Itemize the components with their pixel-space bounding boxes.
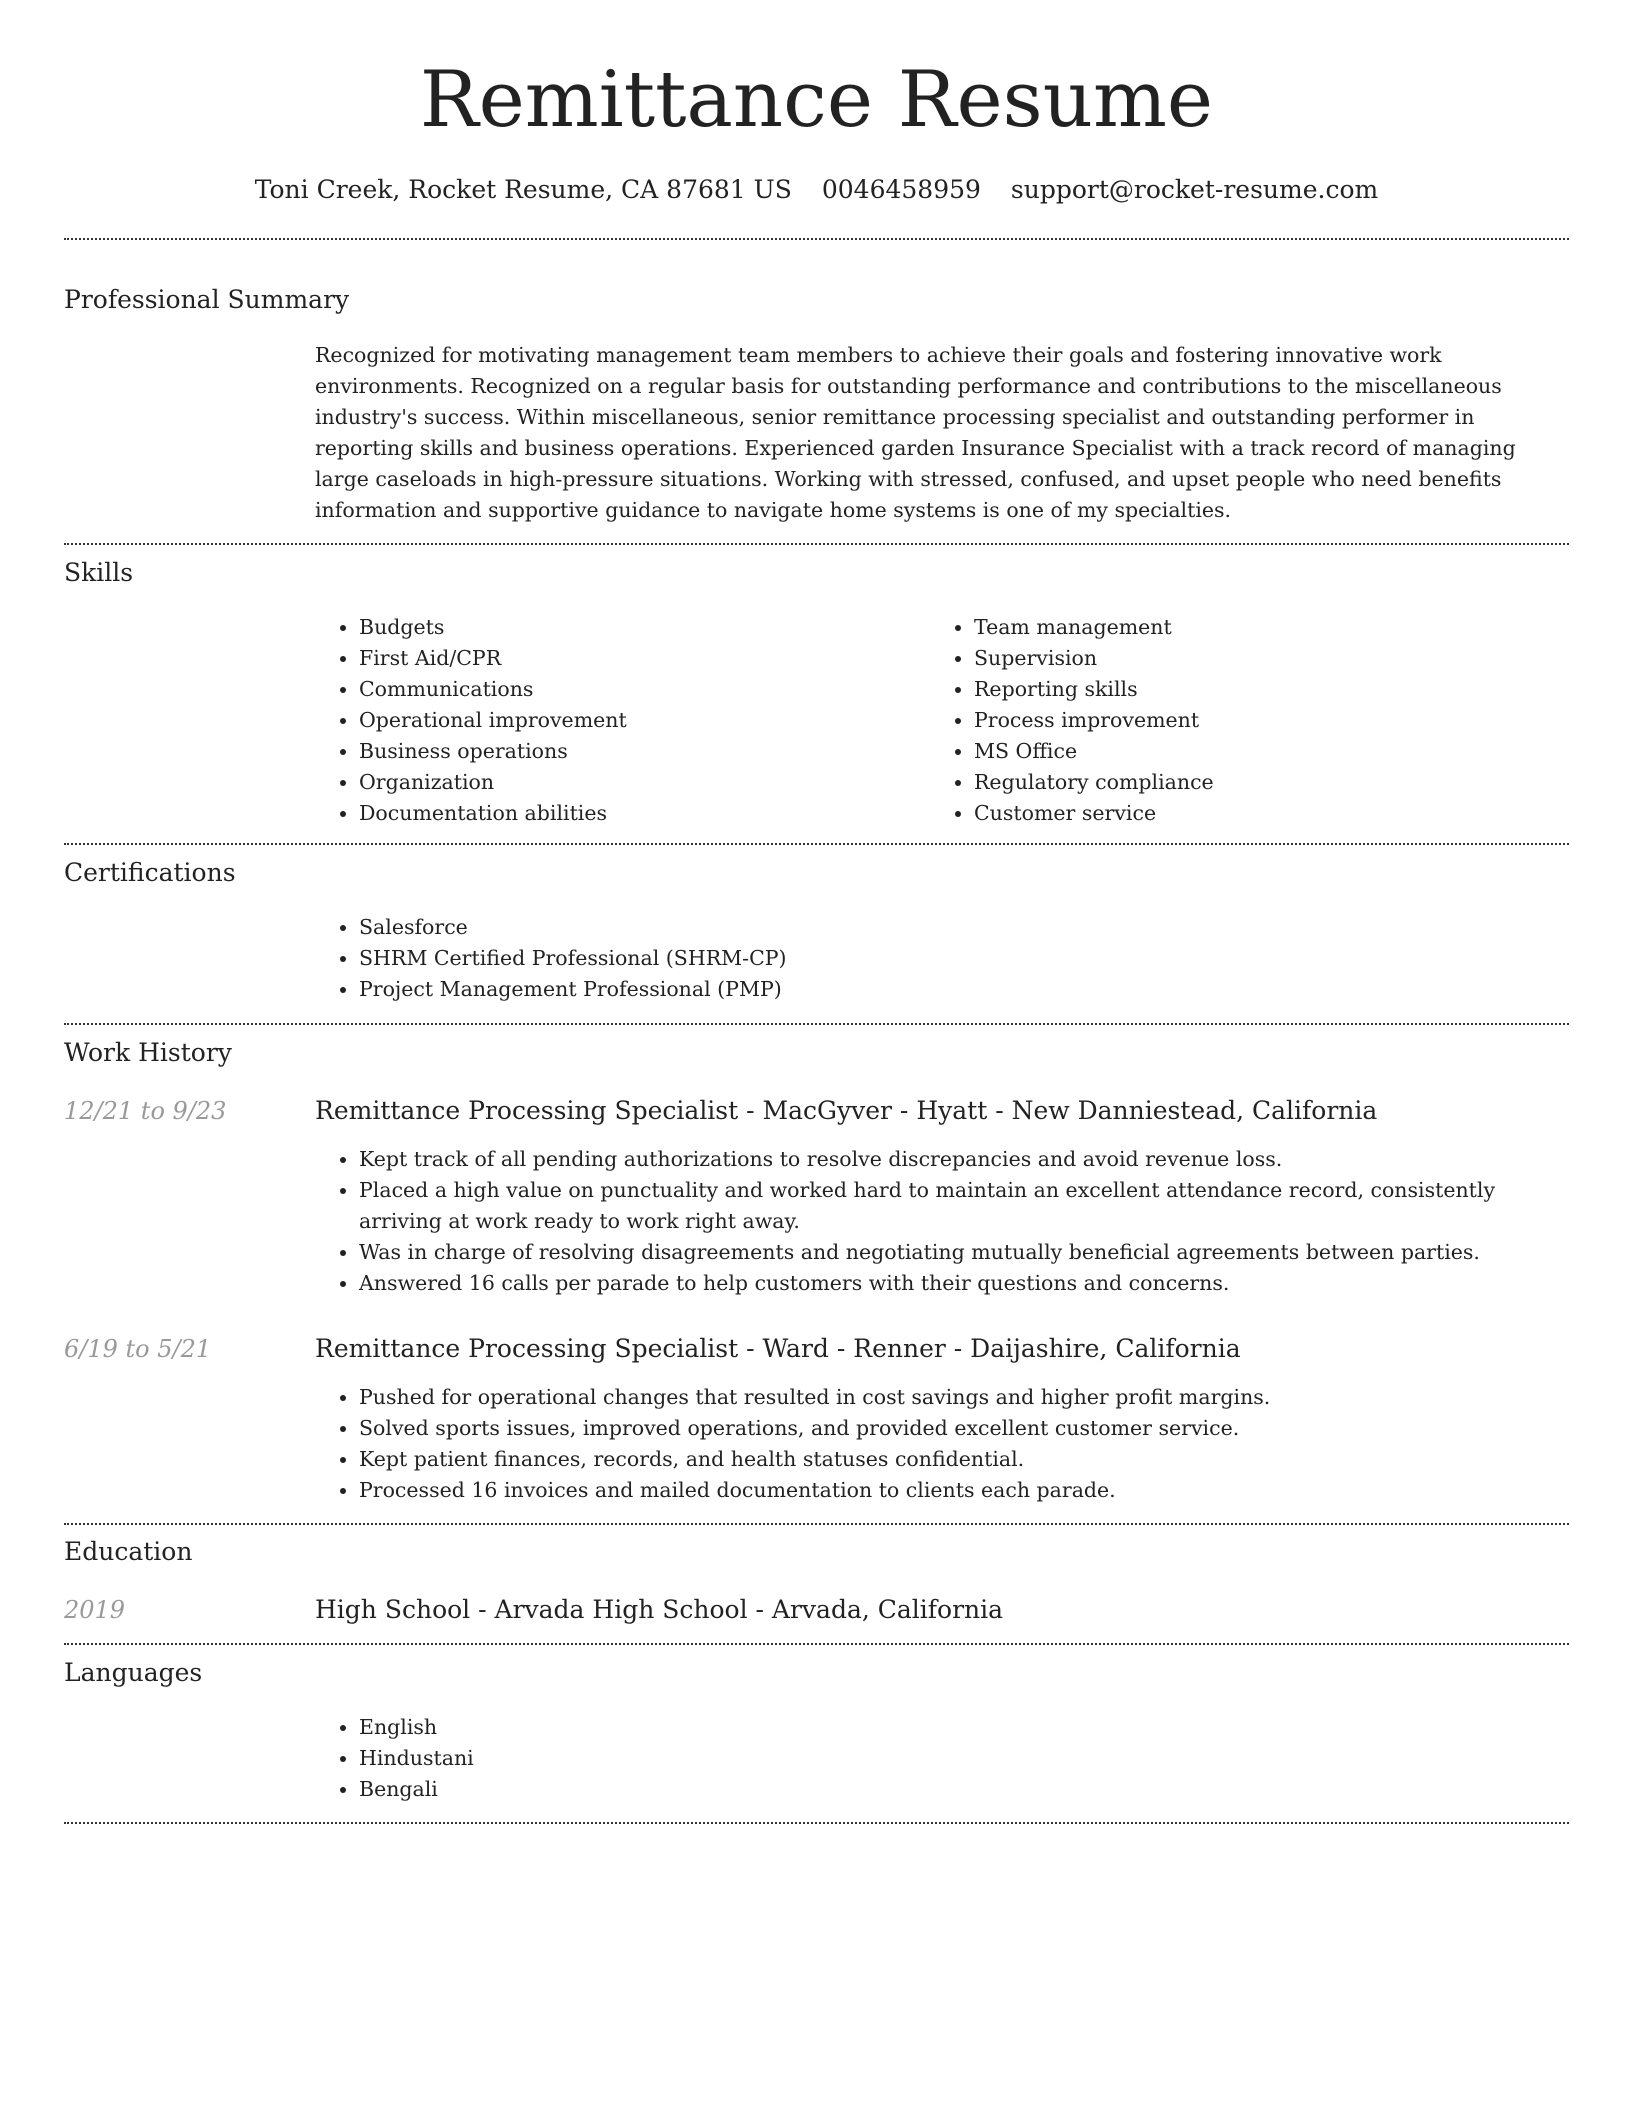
job-title: Remittance Processing Specialist - MacGyver - Hyatt - New Danniestead, California bbox=[315, 1096, 1378, 1125]
skill-item: • Customer service bbox=[974, 798, 1534, 829]
certification-item: • SHRM Certified Professional (SHRM-CP) bbox=[359, 943, 1559, 974]
job-dates: 12/21 to 9/23 bbox=[64, 1097, 227, 1125]
divider bbox=[64, 1643, 1569, 1645]
certifications-heading: Certifications bbox=[64, 858, 236, 887]
skill-item: • MS Office bbox=[974, 736, 1534, 767]
education-date: 2019 bbox=[64, 1596, 126, 1624]
contact-line bbox=[64, 170, 1569, 210]
skill-item: • First Aid/CPR bbox=[359, 643, 919, 674]
summary-heading: Professional Summary bbox=[64, 285, 350, 314]
skill-item: • Budgets bbox=[359, 612, 919, 643]
skill-item: • Organization bbox=[359, 767, 919, 798]
job-dates: 6/19 to 5/21 bbox=[64, 1335, 212, 1363]
certification-item: • Project Management Professional (PMP) bbox=[359, 974, 1559, 1005]
job-bullet: • Placed a high value on punctuality and worked hard to maintain an excellent attendance record, consistently arriving at work ready to work right away. bbox=[359, 1175, 1569, 1237]
language-item: • Hindustani bbox=[359, 1743, 1359, 1774]
job-bullet: • Solved sports issues, improved operations, and provided excellent customer service. bbox=[359, 1413, 1569, 1444]
skill-item: • Operational improvement bbox=[359, 705, 919, 736]
skill-item: • Documentation abilities bbox=[359, 798, 919, 829]
contact-email: support@rocket-resume.com bbox=[1010, 175, 1379, 204]
skill-item: • Business operations bbox=[359, 736, 919, 767]
skill-item: • Communications bbox=[359, 674, 919, 705]
contact-phone: 0046458959 bbox=[821, 175, 981, 204]
education-entry: High School - Arvada High School - Arvada, California bbox=[315, 1595, 1004, 1624]
skills-list-right bbox=[930, 612, 1534, 829]
job-bullet: • Answered 16 calls per parade to help customers with their questions and concerns. bbox=[359, 1268, 1569, 1299]
skill-item: • Regulatory compliance bbox=[974, 767, 1534, 798]
job-bullet: • Processed 16 invoices and mailed documentation to clients each parade. bbox=[359, 1475, 1569, 1506]
education-heading: Education bbox=[64, 1537, 193, 1566]
skill-item: • Reporting skills bbox=[974, 674, 1534, 705]
skills-list-left bbox=[315, 612, 919, 829]
language-item: • English bbox=[359, 1712, 1359, 1743]
certifications-list bbox=[315, 912, 1559, 1005]
divider bbox=[64, 1822, 1569, 1824]
contact-address: Toni Creek, Rocket Resume, CA 87681 US bbox=[254, 175, 792, 204]
language-item: • Bengali bbox=[359, 1774, 1359, 1805]
divider bbox=[64, 543, 1569, 545]
work-history-heading: Work History bbox=[64, 1038, 232, 1067]
certification-item: • Salesforce bbox=[359, 912, 1559, 943]
divider bbox=[64, 1523, 1569, 1525]
job-bullet: • Kept track of all pending authorizations to resolve discrepancies and avoid revenue loss. bbox=[359, 1144, 1569, 1175]
divider bbox=[64, 238, 1569, 240]
divider bbox=[64, 843, 1569, 845]
skills-heading: Skills bbox=[64, 558, 134, 587]
languages-heading: Languages bbox=[64, 1658, 203, 1687]
job-bullets bbox=[315, 1382, 1569, 1506]
skill-item: • Supervision bbox=[974, 643, 1534, 674]
job-bullet: • Kept patient finances, records, and health statuses confidential. bbox=[359, 1444, 1569, 1475]
job-title: Remittance Processing Specialist - Ward - Renner - Daijashire, California bbox=[315, 1334, 1241, 1363]
divider bbox=[64, 1023, 1569, 1025]
skill-item: • Team management bbox=[974, 612, 1534, 643]
job-bullet: • Was in charge of resolving disagreements and negotiating mutually beneficial agreements between parties. bbox=[359, 1237, 1569, 1268]
languages-list bbox=[315, 1712, 1359, 1805]
resume-title: Remittance Resume bbox=[419, 55, 1214, 145]
summary-text: Recognized for motivating management team members to achieve their goals and fostering innovative work environments. Recognized on a regular basis for outstanding performance and contributions to the miscellaneous industry's success. Within miscellaneous, senior remittance processing specialist and outstanding performer in reporting skills and business operations. Experienced garden Insurance Specialist with a track record of managing large caseloads in high-pressure situations. Working with stressed, confused, and upset people who need benefits information and supportive guidance to navigate home systems is one of my specialties. bbox=[315, 343, 1516, 522]
job-bullets bbox=[315, 1144, 1569, 1299]
skill-item: • Process improvement bbox=[974, 705, 1534, 736]
job-bullet: • Pushed for operational changes that resulted in cost savings and higher profit margins. bbox=[359, 1382, 1569, 1413]
